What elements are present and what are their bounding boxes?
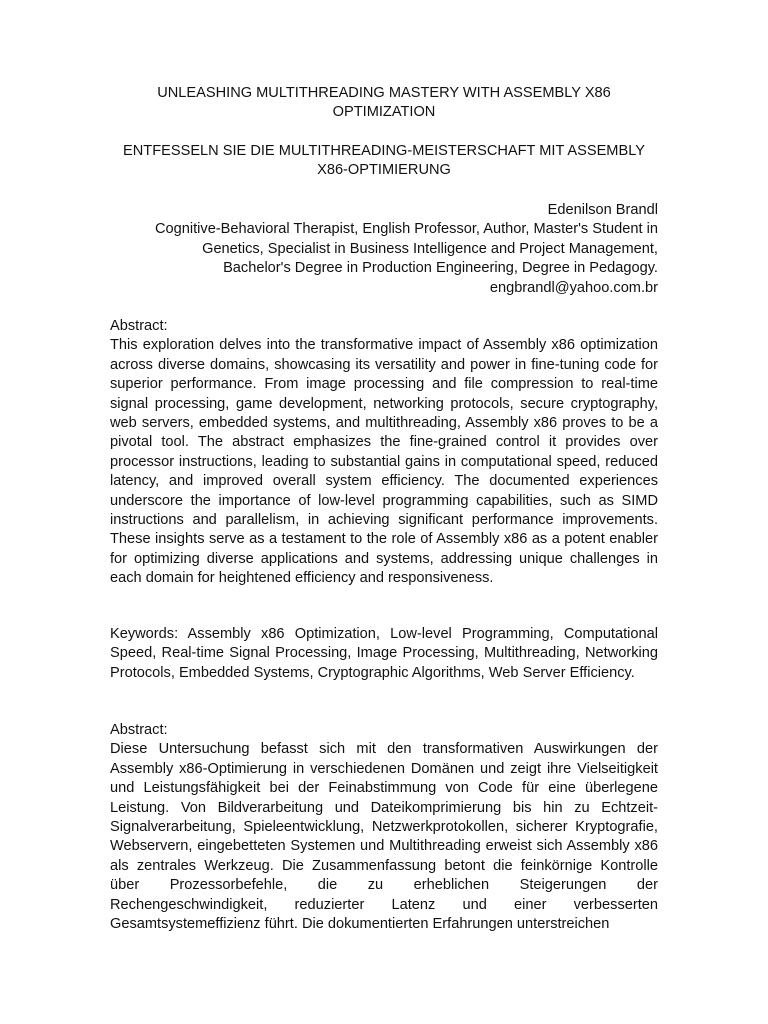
title-english: UNLEASHING MULTITHREADING MASTERY WITH ASSEMBLY X86 OPTIMIZATION [157, 85, 611, 121]
title-german: ENTFESSELN SIE DIE MULTITHREADING-MEISTERSCHAFT MIT ASSEMBLY X86-OPTIMIERUNG [123, 143, 645, 179]
author-name: Edenilson Brandl [547, 202, 658, 218]
abstract-text: Diese Untersuchung befasst sich mit den transformativen Auswirkungen der Assembly x86-Optimierung in verschiedenen Domänen und zeigt ihre Vielseitigkeit und Leistungsfähigkeit bei der Feinabstimmung von Code für eine überlegene Leistung. Von Bildverarbeitung und Dateikomprimierung bis hin zu Echtzeit-Signalverarbeitung, Spieleentwicklung, Netzwerkprotokollen, sicherer Kryptografie, Webservern, eingebetteten Systemen und Multithreading erweist sich Assembly x86 als zentrales Werkzeug. Die Zusammenfassung betont die feinkörnige Kontrolle über Prozessorbefehle, die zu erheblichen Steigerungen der Rechengeschwindigkeit, reduzierter Latenz und einer verbesserten Gesamtsystemeffizienz führt. Die dokumentierten Erfahrungen unterstreichen [110, 741, 658, 933]
author-affiliation-line: Genetics, Specialist in Business Intelligence and Project Management, [202, 240, 658, 257]
keywords-text: Keywords: Assembly x86 Optimization, Low-level Programming, Computational Speed, Real-time Signal Processing, Image Processing, Multithreading, Networking Protocols, Embedded Systems, Cryptographic Algorithms, Web Server Efficiency. [110, 626, 658, 681]
abstract-label: Abstract: [110, 318, 168, 334]
abstract-english [110, 317, 658, 589]
abstract-german [110, 721, 658, 934]
author-affiliation-line: Bachelor's Degree in Production Engineering, Degree in Pedagogy. [223, 260, 658, 277]
abstract-label: Abstract: [110, 722, 168, 738]
author-affiliation-line: Cognitive-Behavioral Therapist, English Professor, Author, Master's Student in [154, 221, 658, 238]
abstract-text: This exploration delves into the transformative impact of Assembly x86 optimization across diverse domains, showcasing its versatility and power in fine-tuning code for superior performance. From image processing and file compression to real-time signal processing, game development, networking protocols, secure cryptography, web servers, embedded systems, and multithreading, Assembly x86 proves to be a pivotal tool. The abstract emphasizes the fine-grained control it provides over processor instructions, leading to substantial gains in computational speed, reduced latency, and improved overall system efficiency. The documented experiences underscore the importance of low-level programming capabilities, such as SIMD instructions and parallelism, in achieving significant performance improvements. These insights serve as a testament to the role of Assembly x86 as a potent enabler for optimizing diverse applications and systems, addressing unique challenges in each domain for heightened efficiency and responsiveness. [110, 337, 658, 587]
author-email: engbrandl@yahoo.com.br [489, 279, 658, 296]
author-block [110, 201, 658, 298]
keywords [110, 625, 658, 683]
